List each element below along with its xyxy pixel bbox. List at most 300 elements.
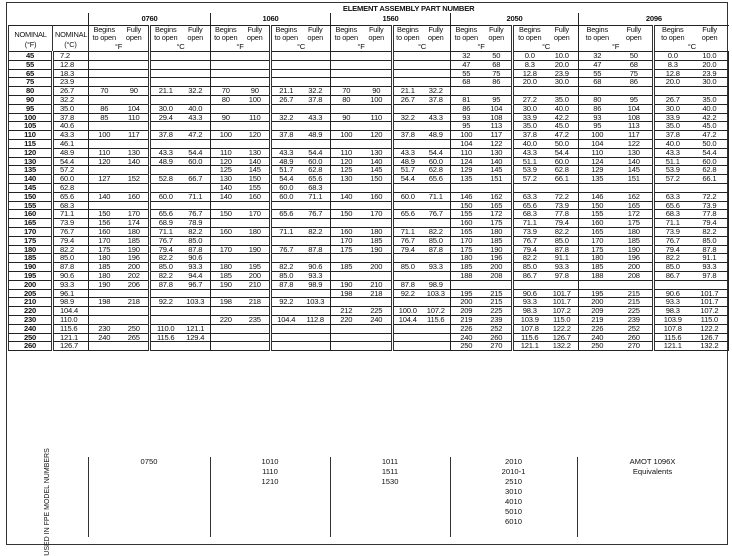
cell-2096-begins-c [654,183,691,192]
cell-2096-begins-c: 76.7 [654,236,691,245]
nominal-f-cell: 195 [9,271,53,280]
cell-1560-begins-f: 212 [331,307,362,316]
header-line2: to open [518,33,542,42]
cell-2050-fully-c: 72.2 [546,192,579,201]
cell-2096-begins-c: 107.8 [654,324,691,333]
nominal-c-cell: 54.4 [53,157,89,166]
table-row [9,210,729,219]
nominal-f-cell: 80 [9,87,53,96]
cell-1060-fully-c [301,52,331,61]
cell-2096-fully-f: 75 [616,69,654,78]
cell-2096-begins-c: 98.3 [654,307,691,316]
cell-1560-fully-f [362,271,393,280]
cell-0760-begins-c [150,307,181,316]
cell-2050-begins-f: 219 [451,315,482,324]
cell-2096-begins-c: 82.2 [654,254,691,263]
cell-2050-begins-c: 115.6 [513,333,546,342]
cell-2096-fully-f: 145 [616,166,654,175]
cell-0760-fully-c [181,52,211,61]
cell-2050-begins-f: 240 [451,333,482,342]
cell-1060-fully-f: 235 [241,315,271,324]
cell-0760-begins-f [89,307,120,316]
cell-0760-fully-c: 121.1 [181,324,211,333]
cell-1060-begins-f: 130 [211,175,241,184]
cell-1060-begins-f [211,52,241,61]
cell-1560-begins-f [331,104,362,113]
cell-1560-begins-f: 125 [331,166,362,175]
cell-2050-begins-c: 12.8 [513,69,546,78]
cell-2096-fully-c: 79.4 [691,219,729,228]
cell-1060-begins-c [271,333,301,342]
cell-2050-fully-f: 151 [482,175,513,184]
cell-2050-fully-c: 97.8 [546,271,579,280]
table-row [9,122,729,131]
cell-2096-fully-f [616,280,654,289]
cell-2050-begins-c: 86.7 [513,271,546,280]
cell-2050-fully-c: 91.1 [546,254,579,263]
nominal-c-cell: 90.6 [53,271,89,280]
cell-2050-fully-c: 42.2 [546,113,579,122]
header-line2: open [553,33,570,42]
cell-0760-begins-f [89,315,120,324]
cell-2050-begins-c [513,183,546,192]
unit-c-label: °C [654,42,729,52]
cell-2096-fully-c: 66.1 [691,175,729,184]
cell-2096-begins-c: 68.3 [654,210,691,219]
cell-2096-fully-f: 162 [616,192,654,201]
nominal-c-cell: 37.8 [53,113,89,122]
cell-0760-fully-c [181,315,211,324]
cell-1060-begins-c: 48.9 [271,157,301,166]
cell-2050-begins-f: 104 [451,139,482,148]
cell-1060-begins-f: 120 [211,157,241,166]
cell-1060-fully-f [241,236,271,245]
cell-0760-begins-f: 180 [89,271,120,280]
nominal-c-cell: 126.7 [53,342,89,351]
cell-2096-fully-c: 91.1 [691,254,729,263]
cell-0760-begins-c: 68.9 [150,219,181,228]
cell-1560-fully-f [362,60,393,69]
cell-2096-fully-c: 107.2 [691,307,729,316]
cell-0760-fully-f: 185 [120,236,150,245]
cell-1060-begins-c [271,104,301,113]
cell-2050-fully-c: 60.0 [546,157,579,166]
cell-2096-fully-c: 10.0 [691,52,729,61]
nominal-f-header [9,26,53,52]
nominal-f-cell: 130 [9,157,53,166]
cell-1560-fully-f [362,183,393,192]
cell-1560-fully-c [422,333,451,342]
cell-2096-begins-c: 37.8 [654,131,691,140]
nominal-c-cell: 35.0 [53,104,89,113]
cell-2096-fully-f: 239 [616,315,654,324]
nominal-c-cell: 73.9 [53,219,89,228]
header-line2: open [187,33,204,42]
cell-0760-fully-c: 96.7 [181,280,211,289]
nominal-c-cell: 7.2 [53,52,89,61]
cell-2096-fully-f: 200 [616,263,654,272]
header-line1: Fully [428,25,444,34]
cell-2096-fully-f: 68 [616,60,654,69]
nominal-f-cell: 120 [9,148,53,157]
cell-1560-fully-f [362,52,393,61]
begins-to-open-header [271,26,301,43]
cell-1560-fully-f [362,104,393,113]
header-line2: to open [274,33,298,42]
cell-2096-begins-f: 240 [579,333,616,342]
cell-1560-fully-f: 170 [362,210,393,219]
cell-1060-fully-c [301,69,331,78]
cell-1560-fully-f: 185 [362,236,393,245]
cell-2096-fully-f: 130 [616,148,654,157]
cell-1060-fully-c: 93.3 [301,271,331,280]
cell-1560-fully-c: 65.6 [422,175,451,184]
nominal-c-cell: 98.9 [53,298,89,307]
cell-2096-fully-c: 40.0 [691,104,729,113]
cell-0760-fully-f [120,95,150,104]
cell-0760-begins-c: 48.9 [150,157,181,166]
cell-1060-fully-f: 155 [241,183,271,192]
cell-1560-fully-f [362,139,393,148]
cell-2050-begins-c: 8.3 [513,60,546,69]
cell-1560-begins-f [331,271,362,280]
nominal-f-cell: 260 [9,342,53,351]
cell-1060-begins-c [271,52,301,61]
cell-1060-begins-c: 37.8 [271,131,301,140]
cell-1060-begins-f: 70 [211,87,241,96]
begins-to-open-header [393,26,422,43]
cell-2096-begins-c: 43.3 [654,148,691,157]
cell-2096-begins-f: 170 [579,236,616,245]
cell-1560-begins-c: 85.0 [393,263,422,272]
cell-1560-begins-f [331,69,362,78]
cell-0760-begins-f: 240 [89,333,120,342]
cell-1560-fully-f: 110 [362,113,393,122]
cell-0760-begins-f: 198 [89,298,120,307]
cell-2096-begins-f: 68 [579,78,616,87]
cell-1060-begins-f: 150 [211,210,241,219]
model-number: 5010 [505,507,522,516]
cell-1060-begins-c [271,69,301,78]
cell-1560-begins-f [331,60,362,69]
cell-0760-begins-c: 30.0 [150,104,181,113]
cell-1560-fully-c: 107.2 [422,307,451,316]
table-row [9,192,729,201]
header-line1: Fully [702,25,717,34]
cell-1560-begins-c: 21.1 [393,87,422,96]
cell-0760-fully-c: 82.2 [181,227,211,236]
header-line2: open [625,33,642,42]
cell-2050-fully-f [482,280,513,289]
cell-0760-fully-f [120,139,150,148]
table-row [9,289,729,298]
cell-1060-fully-f: 190 [241,245,271,254]
nominal-f-cell: 205 [9,289,53,298]
header-line1: Begins [155,25,177,34]
cell-2096-begins-c [654,280,691,289]
cell-1560-begins-c: 76.7 [393,236,422,245]
cell-2096-fully-c [691,280,729,289]
header-line2: to open [454,33,478,42]
used-in-label [18,448,78,556]
model-list-2050 [450,457,577,527]
cell-2096-fully-c: 87.8 [691,245,729,254]
cell-1060-fully-f: 180 [241,227,271,236]
cell-1560-fully-f: 218 [362,289,393,298]
cell-2096-begins-f: 104 [579,139,616,148]
cell-0760-begins-f: 185 [89,263,120,272]
nominal-f-header-line1: NOMINAL [14,30,47,39]
cell-2096-begins-c: 121.1 [654,342,691,351]
cell-2050-begins-c: 35.0 [513,122,546,131]
cell-2096-fully-f: 113 [616,122,654,131]
unit-f-label: °F [89,42,150,52]
cell-2050-begins-f: 188 [451,271,482,280]
model-list-2096 [577,457,728,477]
cell-1560-begins-f: 198 [331,289,362,298]
model-number: 1511 [381,467,399,476]
model-list-0760 [88,457,210,467]
nominal-c-cell: 110.0 [53,315,89,324]
cell-2050-begins-f: 160 [451,219,482,228]
cell-0760-fully-f: 180 [120,227,150,236]
model-numbers-section [8,448,728,556]
cell-1060-fully-c: 62.8 [301,166,331,175]
cell-0760-begins-f: 156 [89,219,120,228]
cell-0760-begins-c [150,60,181,69]
cell-2096-begins-f: 124 [579,157,616,166]
cell-1560-begins-c [393,271,422,280]
header-line2: to open [154,33,178,42]
cell-0760-fully-c: 78.9 [181,219,211,228]
cell-0760-fully-f: 190 [120,245,150,254]
cell-1060-fully-c: 65.6 [301,175,331,184]
cell-0760-begins-f: 120 [89,157,120,166]
cell-1560-begins-f: 175 [331,245,362,254]
cell-1560-fully-c: 82.2 [422,227,451,236]
cell-1060-begins-c [271,324,301,333]
begins-to-open-header [579,26,616,43]
cell-1060-fully-f: 110 [241,113,271,122]
fully-open-header [546,26,579,43]
table-row [9,227,729,236]
cell-1060-fully-c: 48.9 [301,131,331,140]
cell-2050-fully-f: 165 [482,201,513,210]
cell-2096-fully-c: 60.0 [691,157,729,166]
cell-1060-begins-c: 76.7 [271,245,301,254]
cell-2096-fully-f: 86 [616,78,654,87]
cell-1560-fully-c: 98.9 [422,280,451,289]
header-line1: Fully [626,25,642,34]
model-number: Equivalents [632,467,673,476]
cell-2096-fully-f: 260 [616,333,654,342]
cell-1060-begins-c: 104.4 [271,315,301,324]
cell-2050-fully-f: 225 [482,307,513,316]
cell-1560-begins-f: 70 [331,87,362,96]
cell-2050-fully-c: 122.2 [546,324,579,333]
nominal-f-cell: 135 [9,166,53,175]
table-row [9,87,729,96]
cell-1060-fully-f: 145 [241,166,271,175]
cell-1060-begins-f [211,333,241,342]
table-row [9,315,729,324]
cell-0760-fully-c: 90.6 [181,254,211,263]
cell-0760-begins-f [89,139,120,148]
cell-1560-begins-f: 150 [331,210,362,219]
cell-1060-fully-c: 90.6 [301,263,331,272]
cell-0760-fully-c: 32.2 [181,87,211,96]
cell-2050-begins-c: 51.1 [513,157,546,166]
cell-1560-begins-c [393,183,422,192]
nominal-c-header [53,26,89,52]
nominal-f-cell: 190 [9,263,53,272]
cell-2050-begins-f: 135 [451,175,482,184]
table-row [9,219,729,228]
fully-open-header [120,26,150,43]
nominal-c-cell: 48.9 [53,148,89,157]
cell-2096-fully-c: 62.8 [691,166,729,175]
cell-2050-fully-f: 252 [482,324,513,333]
table-row [9,148,729,157]
cell-2050-begins-c: 57.2 [513,175,546,184]
cell-1560-fully-c [422,60,451,69]
cell-2050-fully-f: 117 [482,131,513,140]
cell-0760-fully-f: 152 [120,175,150,184]
cell-0760-begins-c: 37.8 [150,131,181,140]
cell-2096-begins-f: 180 [579,254,616,263]
cell-2096-fully-f: 215 [616,298,654,307]
cell-1060-begins-c: 65.6 [271,210,301,219]
cell-1060-fully-c [301,139,331,148]
cell-0760-begins-f: 110 [89,148,120,157]
cell-1060-fully-f [241,324,271,333]
cell-1560-begins-f [331,52,362,61]
cell-2096-begins-f: 32 [579,52,616,61]
cell-1060-fully-f: 210 [241,280,271,289]
cell-1560-begins-f: 130 [331,175,362,184]
cell-1060-begins-c: 43.3 [271,148,301,157]
cell-2050-begins-c: 107.8 [513,324,546,333]
cell-2050-begins-c: 53.9 [513,166,546,175]
cell-1560-begins-f: 140 [331,192,362,201]
cell-0760-fully-c: 87.8 [181,245,211,254]
cell-1060-fully-c [301,236,331,245]
cell-0760-begins-c: 52.8 [150,175,181,184]
cell-1060-begins-f: 90 [211,113,241,122]
cell-0760-fully-f [120,52,150,61]
cell-2096-begins-c: 73.9 [654,227,691,236]
cell-1560-fully-f: 210 [362,280,393,289]
cell-2050-begins-c: 63.3 [513,192,546,201]
cell-1560-begins-c: 37.8 [393,131,422,140]
cell-2050-fully-c: 87.8 [546,245,579,254]
cell-0760-begins-c [150,95,181,104]
cell-1060-fully-c [301,324,331,333]
nominal-c-cell: 65.6 [53,192,89,201]
fully-open-header [616,26,654,43]
unit-f-label: °F [331,42,393,52]
model-number: 2010 [505,457,522,466]
cell-2050-fully-f: 196 [482,254,513,263]
cell-1060-begins-c: 71.1 [271,227,301,236]
header-line2: open [488,33,505,42]
nominal-f-cell: 100 [9,113,53,122]
header-line2: to open [214,33,238,42]
cell-1060-fully-c [301,104,331,113]
cell-1060-fully-c: 60.0 [301,157,331,166]
cell-2096-fully-f [616,183,654,192]
cell-1060-begins-f [211,69,241,78]
cell-2050-fully-f: 180 [482,227,513,236]
cell-0760-fully-c: 103.3 [181,298,211,307]
cell-1060-fully-f: 130 [241,148,271,157]
table-row [9,333,729,342]
cell-2050-fully-f: 260 [482,333,513,342]
cell-2050-begins-f: 93 [451,113,482,122]
cell-0760-begins-c [150,69,181,78]
cell-2050-fully-c: 115.0 [546,315,579,324]
cell-1060-fully-f: 150 [241,175,271,184]
cell-0760-fully-c: 47.2 [181,131,211,140]
cell-2050-fully-f: 270 [482,342,513,351]
cell-2050-fully-c: 50.0 [546,139,579,148]
model-list-1060 [210,457,330,487]
cell-2096-fully-c: 93.3 [691,263,729,272]
cell-0760-fully-f: 140 [120,157,150,166]
nominal-f-cell: 175 [9,236,53,245]
nominal-f-cell: 160 [9,210,53,219]
cell-2050-begins-c: 76.7 [513,236,546,245]
header-line1: Fully [126,25,142,34]
nominal-c-cell: 12.8 [53,60,89,69]
table-row [9,166,729,175]
cell-2096-fully-c: 47.2 [691,131,729,140]
cell-1560-fully-c [422,139,451,148]
cell-1560-begins-f: 185 [331,263,362,272]
cell-1060-fully-c [301,342,331,351]
cell-2050-begins-c: 37.8 [513,131,546,140]
nominal-f-cell: 250 [9,333,53,342]
cell-2096-begins-f: 95 [579,122,616,131]
cell-2050-fully-c: 40.0 [546,104,579,113]
cell-2096-fully-c: 77.8 [691,210,729,219]
cell-2050-fully-f: 140 [482,157,513,166]
cell-1560-begins-f: 120 [331,157,362,166]
nominal-c-cell: 104.4 [53,307,89,316]
cell-2096-begins-f: 155 [579,210,616,219]
cell-2096-fully-c: 97.8 [691,271,729,280]
cell-2096-fully-c: 122.2 [691,324,729,333]
table-row [9,104,729,113]
element-assembly-table [8,4,729,351]
cell-2096-fully-c: 42.2 [691,113,729,122]
cell-2050-begins-c: 40.0 [513,139,546,148]
cell-1060-begins-f [211,104,241,113]
cell-2096-fully-f: 185 [616,236,654,245]
cell-2096-fully-f: 95 [616,95,654,104]
cell-2050-begins-f: 150 [451,201,482,210]
cell-0760-begins-c [150,342,181,351]
cell-2050-fully-f: 200 [482,263,513,272]
cell-1060-fully-f [241,139,271,148]
cell-2096-begins-f: 165 [579,227,616,236]
cell-2050-begins-c: 30.0 [513,104,546,113]
cell-0760-begins-f: 85 [89,113,120,122]
cell-2096-begins-c: 115.6 [654,333,691,342]
header-line1: Begins [215,25,237,34]
unit-c-label: °C [271,42,331,52]
nominal-c-header-line2: (°C) [64,40,77,49]
